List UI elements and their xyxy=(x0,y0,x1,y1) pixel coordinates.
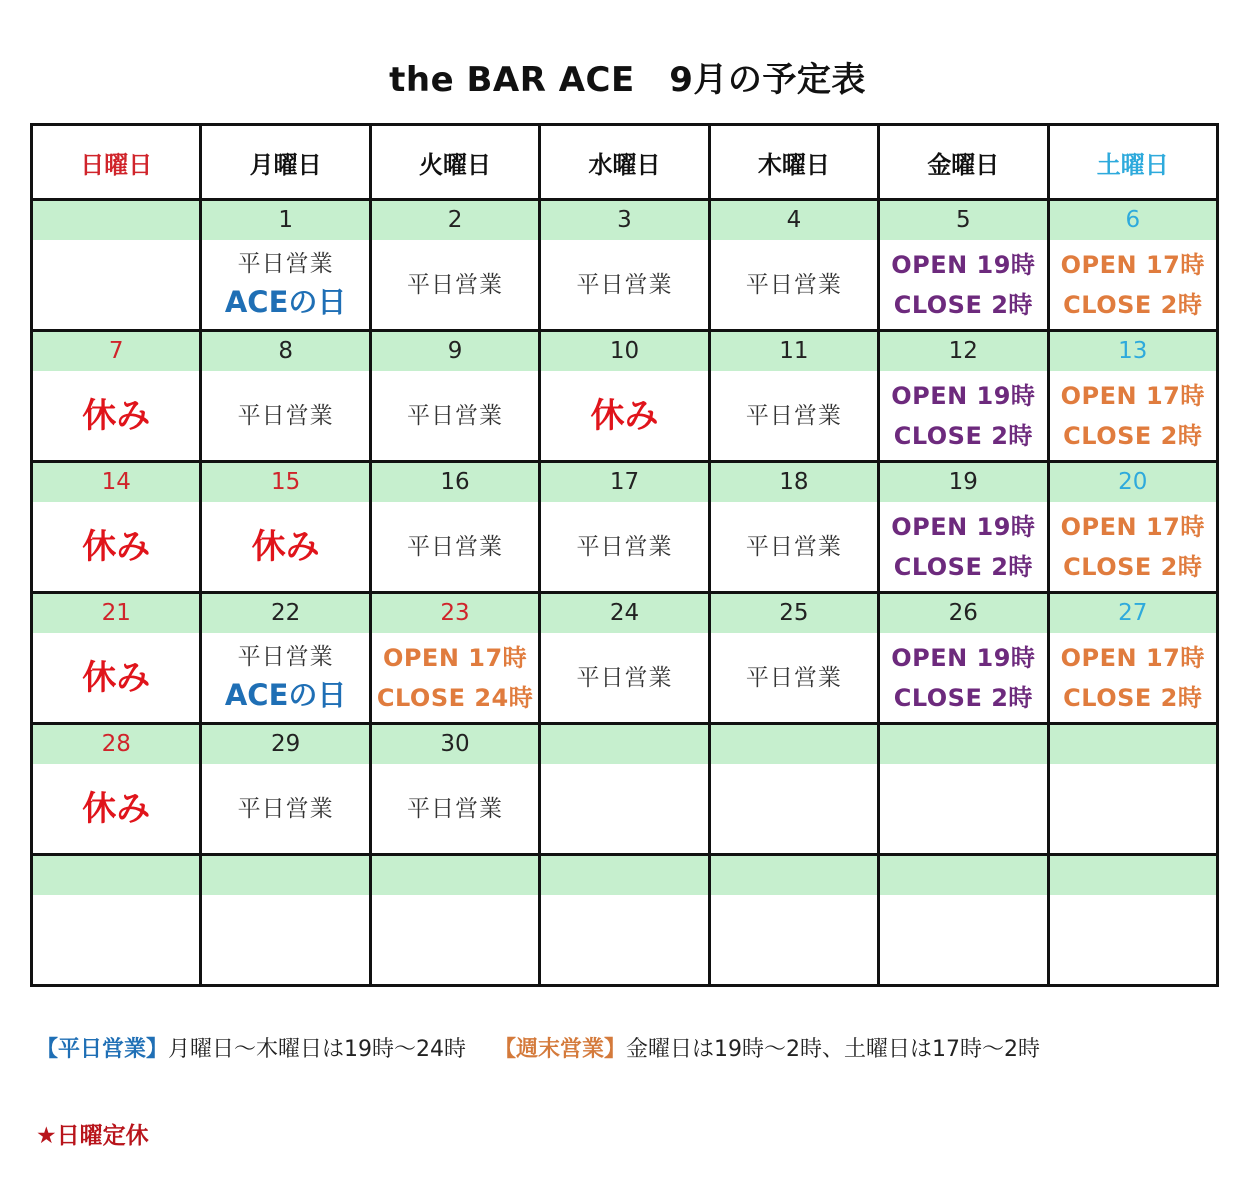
hours-label: OPEN 17時 xyxy=(382,643,528,672)
day-number: 19 xyxy=(880,463,1046,502)
day-cell xyxy=(709,855,878,986)
day-number: 23 xyxy=(372,594,538,633)
hours-label: OPEN 17時 xyxy=(1060,643,1205,672)
day-number xyxy=(711,856,877,895)
day-number: 25 xyxy=(711,594,877,633)
day-number: 14 xyxy=(33,463,199,502)
header-tuesday: 火曜日 xyxy=(370,125,539,200)
header-thursday: 木曜日 xyxy=(709,125,878,200)
day-cell xyxy=(879,593,1048,724)
day-cell xyxy=(540,462,709,593)
day-cell xyxy=(879,724,1048,855)
weekday-label: 平日営業 xyxy=(407,795,504,822)
day-cell xyxy=(201,855,370,986)
day-cell xyxy=(32,593,201,724)
closed-label: 休み xyxy=(82,526,151,567)
day-cell xyxy=(879,855,1048,986)
week-row xyxy=(32,331,1218,462)
day-cell xyxy=(1048,462,1217,593)
weekday-label: 平日営業 xyxy=(745,271,842,298)
day-cell xyxy=(540,724,709,855)
header-wednesday: 水曜日 xyxy=(540,125,709,200)
day-number xyxy=(711,725,877,764)
day-number: 13 xyxy=(1050,332,1216,371)
day-cell xyxy=(370,200,539,331)
day-number: 28 xyxy=(33,725,199,764)
weekday-label: 平日営業 xyxy=(576,664,673,691)
ace-day-label: ACEの日 xyxy=(224,677,347,712)
day-cell xyxy=(540,200,709,331)
day-cell xyxy=(201,331,370,462)
closed-note: ★日曜定休 xyxy=(36,1123,149,1149)
day-number: 12 xyxy=(880,332,1046,371)
weekday-label: 平日営業 xyxy=(237,250,334,277)
day-cell xyxy=(32,200,201,331)
day-cell xyxy=(201,200,370,331)
day-number: 17 xyxy=(541,463,707,502)
hours-label: OPEN 19時 xyxy=(891,250,1036,279)
day-cell xyxy=(32,855,201,986)
day-cell xyxy=(1048,855,1217,986)
day-number xyxy=(541,856,707,895)
day-cell xyxy=(709,462,878,593)
hours-label: OPEN 17時 xyxy=(1060,381,1205,410)
weekday-label: 平日営業 xyxy=(576,271,673,298)
day-number xyxy=(880,856,1046,895)
weekday-label: 平日営業 xyxy=(407,271,504,298)
hours-label: CLOSE 2時 xyxy=(893,290,1033,319)
hours-legend xyxy=(36,1032,1040,1063)
day-cell xyxy=(709,200,878,331)
closed-label: 休み xyxy=(82,657,151,698)
day-cell xyxy=(1048,331,1217,462)
weekday-label: 平日営業 xyxy=(237,795,334,822)
header-monday: 月曜日 xyxy=(201,125,370,200)
day-number: 8 xyxy=(202,332,368,371)
day-number: 11 xyxy=(711,332,877,371)
weekday-label: 平日営業 xyxy=(237,402,334,429)
weekday-label: 平日営業 xyxy=(407,533,504,560)
hours-label: OPEN 19時 xyxy=(891,381,1036,410)
header-friday: 金曜日 xyxy=(879,125,1048,200)
day-cell xyxy=(32,331,201,462)
schedule-calendar xyxy=(30,123,1219,987)
day-number: 7 xyxy=(33,332,199,371)
day-cell xyxy=(1048,724,1217,855)
closed-label: 休み xyxy=(82,395,151,436)
weekday-label: 平日営業 xyxy=(407,402,504,429)
day-cell xyxy=(370,724,539,855)
week-row xyxy=(32,855,1218,986)
day-number: 1 xyxy=(202,201,368,240)
closed-label: 休み xyxy=(82,788,151,829)
closed-label: 休み xyxy=(251,526,320,567)
day-cell xyxy=(201,462,370,593)
day-cell xyxy=(540,593,709,724)
day-number: 2 xyxy=(372,201,538,240)
day-cell xyxy=(540,331,709,462)
day-cell xyxy=(32,724,201,855)
day-number: 20 xyxy=(1050,463,1216,502)
day-number: 5 xyxy=(880,201,1046,240)
day-cell xyxy=(370,462,539,593)
hours-label: OPEN 19時 xyxy=(891,643,1036,672)
weekday-label: 平日営業 xyxy=(237,643,334,670)
week-row xyxy=(32,593,1218,724)
day-cell xyxy=(709,724,878,855)
day-number: 22 xyxy=(202,594,368,633)
day-cell xyxy=(1048,200,1217,331)
weekday-label: 平日営業 xyxy=(745,402,842,429)
day-number: 30 xyxy=(372,725,538,764)
weekday-label: 平日営業 xyxy=(745,664,842,691)
day-number: 10 xyxy=(541,332,707,371)
day-number: 4 xyxy=(711,201,877,240)
hours-label: CLOSE 24時 xyxy=(376,683,534,712)
weekday-hours-text: 月曜日～木曜日は19時～24時 xyxy=(168,1037,467,1062)
weekday-label: 平日営業 xyxy=(745,533,842,560)
day-cell xyxy=(709,593,878,724)
hours-label: CLOSE 2時 xyxy=(1063,683,1203,712)
day-cell xyxy=(879,462,1048,593)
closed-label: 休み xyxy=(590,395,659,436)
day-number: 21 xyxy=(33,594,199,633)
day-number xyxy=(33,201,199,240)
day-number xyxy=(202,856,368,895)
day-number: 3 xyxy=(541,201,707,240)
hours-label: CLOSE 2時 xyxy=(1063,421,1203,450)
hours-label: OPEN 17時 xyxy=(1060,250,1205,279)
hours-label: OPEN 17時 xyxy=(1060,512,1205,541)
day-cell xyxy=(201,593,370,724)
hours-label: CLOSE 2時 xyxy=(1063,290,1203,319)
day-number xyxy=(1050,725,1216,764)
week-row xyxy=(32,462,1218,593)
day-cell xyxy=(709,331,878,462)
hours-label: OPEN 19時 xyxy=(891,512,1036,541)
weekday-header-row xyxy=(32,125,1218,200)
day-cell xyxy=(540,855,709,986)
day-cell xyxy=(879,331,1048,462)
day-number: 26 xyxy=(880,594,1046,633)
day-cell xyxy=(879,200,1048,331)
day-number xyxy=(372,856,538,895)
day-number xyxy=(33,856,199,895)
day-number xyxy=(880,725,1046,764)
weekend-hours-label: 【週末営業】 xyxy=(494,1037,627,1062)
week-row xyxy=(32,724,1218,855)
week-row xyxy=(32,200,1218,331)
hours-label: CLOSE 2時 xyxy=(893,683,1033,712)
day-cell xyxy=(32,462,201,593)
day-number xyxy=(541,725,707,764)
day-number: 27 xyxy=(1050,594,1216,633)
day-cell xyxy=(370,331,539,462)
hours-label: CLOSE 2時 xyxy=(893,421,1033,450)
day-cell xyxy=(370,593,539,724)
day-number: 15 xyxy=(202,463,368,502)
day-number: 6 xyxy=(1050,201,1216,240)
day-cell xyxy=(370,855,539,986)
weekday-label: 平日営業 xyxy=(576,533,673,560)
hours-label: CLOSE 2時 xyxy=(893,552,1033,581)
day-cell xyxy=(1048,593,1217,724)
weekday-hours-label: 【平日営業】 xyxy=(36,1037,169,1062)
day-number: 9 xyxy=(372,332,538,371)
header-saturday: 土曜日 xyxy=(1048,125,1217,200)
hours-label: CLOSE 2時 xyxy=(1063,552,1203,581)
day-number: 29 xyxy=(202,725,368,764)
ace-day-label: ACEの日 xyxy=(224,284,347,319)
weekend-hours-text: 金曜日は19時～2時、土曜日は17時～2時 xyxy=(626,1037,1041,1062)
page-title: the BAR ACE 9月の予定表 xyxy=(389,60,866,100)
day-number: 16 xyxy=(372,463,538,502)
day-number xyxy=(1050,856,1216,895)
day-number: 18 xyxy=(711,463,877,502)
day-cell xyxy=(201,724,370,855)
day-number: 24 xyxy=(541,594,707,633)
header-sunday: 日曜日 xyxy=(32,125,201,200)
